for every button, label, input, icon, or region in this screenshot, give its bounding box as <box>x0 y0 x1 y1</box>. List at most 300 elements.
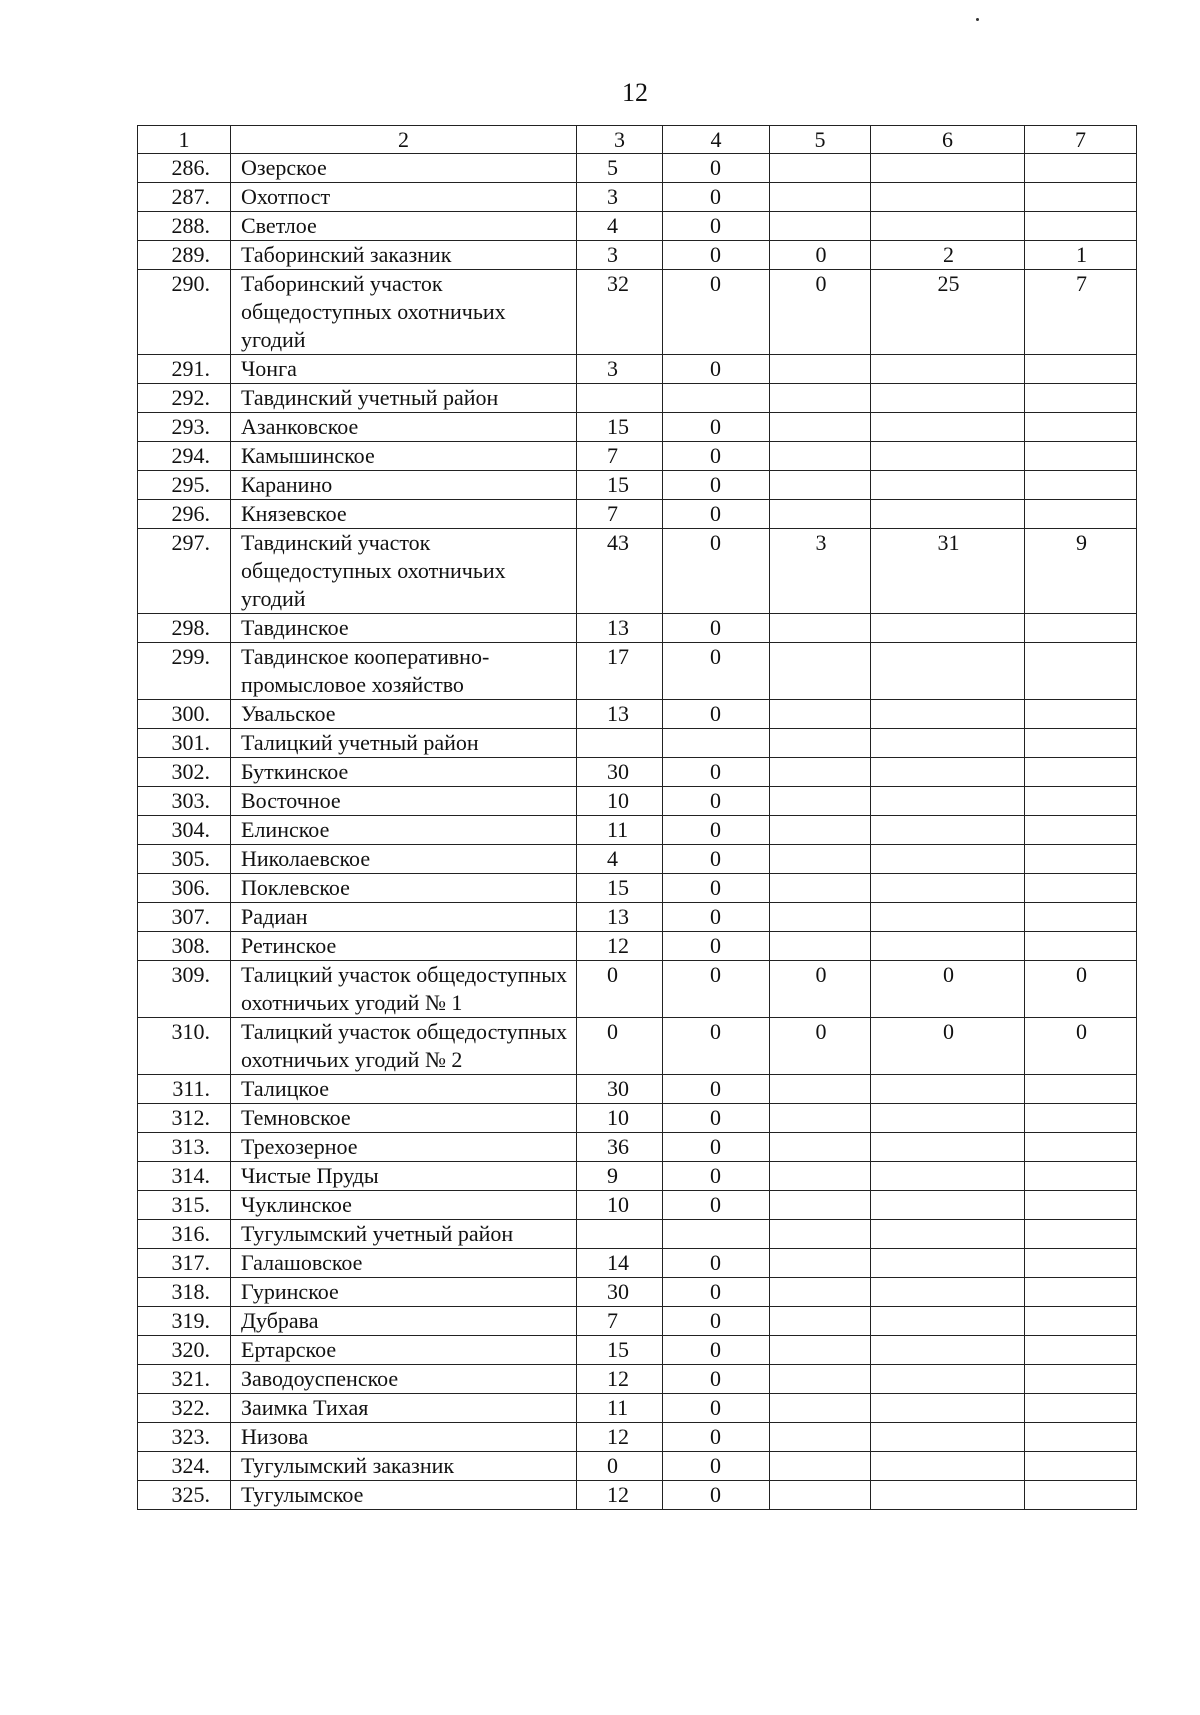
row-col3: 12 <box>577 1481 663 1510</box>
row-col3: 7 <box>577 500 663 529</box>
row-col5 <box>770 1481 871 1510</box>
row-col4: 0 <box>663 442 770 471</box>
row-col5 <box>770 874 871 903</box>
row-col3: 0 <box>577 1452 663 1481</box>
row-col4: 0 <box>663 1075 770 1104</box>
row-col5 <box>770 1423 871 1452</box>
row-number: 322. <box>138 1394 231 1423</box>
row-col4: 0 <box>663 154 770 183</box>
row-number: 286. <box>138 154 231 183</box>
row-name: Дубрава <box>231 1307 577 1336</box>
row-col7 <box>1025 1191 1137 1220</box>
row-col6 <box>871 355 1025 384</box>
row-col7 <box>1025 1394 1137 1423</box>
row-col7 <box>1025 903 1137 932</box>
row-col6 <box>871 154 1025 183</box>
row-name: Заводоуспенское <box>231 1365 577 1394</box>
row-col7 <box>1025 1336 1137 1365</box>
row-number: 293. <box>138 413 231 442</box>
row-col4 <box>663 729 770 758</box>
row-col4: 0 <box>663 529 770 614</box>
row-col6 <box>871 874 1025 903</box>
table-row <box>138 874 1137 903</box>
row-col7 <box>1025 874 1137 903</box>
row-name: Восточное <box>231 787 577 816</box>
row-col3 <box>577 1220 663 1249</box>
table-row <box>138 614 1137 643</box>
row-col7 <box>1025 471 1137 500</box>
row-number: 319. <box>138 1307 231 1336</box>
row-col5 <box>770 500 871 529</box>
row-col5: 0 <box>770 270 871 355</box>
row-col7 <box>1025 614 1137 643</box>
table-row <box>138 471 1137 500</box>
table-row <box>138 212 1137 241</box>
row-name: Низова <box>231 1423 577 1452</box>
row-col7 <box>1025 758 1137 787</box>
row-col5 <box>770 1452 871 1481</box>
table-row <box>138 961 1137 1018</box>
row-number: 288. <box>138 212 231 241</box>
row-col6 <box>871 729 1025 758</box>
row-col6 <box>871 183 1025 212</box>
row-name: Чистые Пруды <box>231 1162 577 1191</box>
column-header: 1 <box>138 126 231 154</box>
row-number: 294. <box>138 442 231 471</box>
row-col7 <box>1025 643 1137 700</box>
table-row <box>138 183 1137 212</box>
table-row <box>138 932 1137 961</box>
row-col4: 0 <box>663 700 770 729</box>
row-col4: 0 <box>663 1307 770 1336</box>
row-col5 <box>770 1162 871 1191</box>
row-name: Тугулымский учетный район <box>231 1220 577 1249</box>
row-name: Охотпост <box>231 183 577 212</box>
row-name: Радиан <box>231 903 577 932</box>
row-col3: 4 <box>577 212 663 241</box>
row-col3: 13 <box>577 903 663 932</box>
row-col6 <box>871 1104 1025 1133</box>
row-col6 <box>871 816 1025 845</box>
row-col6 <box>871 413 1025 442</box>
table-row <box>138 500 1137 529</box>
row-number: 313. <box>138 1133 231 1162</box>
row-number: 289. <box>138 241 231 270</box>
row-col5 <box>770 471 871 500</box>
row-col6 <box>871 1336 1025 1365</box>
row-col5: 0 <box>770 961 871 1018</box>
row-col4: 0 <box>663 471 770 500</box>
row-col3: 17 <box>577 643 663 700</box>
row-col7 <box>1025 1365 1137 1394</box>
row-col7 <box>1025 845 1137 874</box>
row-col6 <box>871 787 1025 816</box>
row-col6 <box>871 1481 1025 1510</box>
table-row <box>138 643 1137 700</box>
row-col7 <box>1025 1220 1137 1249</box>
row-col5 <box>770 758 871 787</box>
row-col3: 9 <box>577 1162 663 1191</box>
row-col3: 10 <box>577 787 663 816</box>
row-col7 <box>1025 1162 1137 1191</box>
row-name: Чонга <box>231 355 577 384</box>
row-col7 <box>1025 384 1137 413</box>
row-col5 <box>770 1336 871 1365</box>
row-number: 296. <box>138 500 231 529</box>
row-col5 <box>770 1365 871 1394</box>
row-name: Гуринское <box>231 1278 577 1307</box>
row-col7 <box>1025 500 1137 529</box>
table-row <box>138 1278 1137 1307</box>
table-row <box>138 1336 1137 1365</box>
row-col5 <box>770 212 871 241</box>
row-col7 <box>1025 212 1137 241</box>
row-col5 <box>770 1307 871 1336</box>
row-name: Талицкий учетный район <box>231 729 577 758</box>
row-col7: 1 <box>1025 241 1137 270</box>
table-row <box>138 1162 1137 1191</box>
row-col5 <box>770 1394 871 1423</box>
row-number: 323. <box>138 1423 231 1452</box>
row-col7 <box>1025 729 1137 758</box>
row-name: Галашовское <box>231 1249 577 1278</box>
row-number: 317. <box>138 1249 231 1278</box>
row-col4: 0 <box>663 614 770 643</box>
row-col6 <box>871 471 1025 500</box>
row-col6 <box>871 500 1025 529</box>
row-number: 304. <box>138 816 231 845</box>
row-col4: 0 <box>663 816 770 845</box>
row-name: Темновское <box>231 1104 577 1133</box>
row-col6 <box>871 212 1025 241</box>
row-col5 <box>770 1191 871 1220</box>
row-col3 <box>577 384 663 413</box>
row-name: Озерское <box>231 154 577 183</box>
row-col3: 7 <box>577 1307 663 1336</box>
table-row <box>138 700 1137 729</box>
row-name: Ертарское <box>231 1336 577 1365</box>
row-col7 <box>1025 413 1137 442</box>
row-col5 <box>770 355 871 384</box>
row-col5 <box>770 413 871 442</box>
row-name: Тугулымское <box>231 1481 577 1510</box>
row-name: Талицкий участок общедоступных охотничьих угодий № 2 <box>231 1018 577 1075</box>
row-col4: 0 <box>663 270 770 355</box>
row-col3: 30 <box>577 1278 663 1307</box>
row-name: Тугулымский заказник <box>231 1452 577 1481</box>
row-number: 306. <box>138 874 231 903</box>
row-col6 <box>871 1307 1025 1336</box>
table-row <box>138 1018 1137 1075</box>
row-col5 <box>770 700 871 729</box>
row-col4: 0 <box>663 932 770 961</box>
row-number: 324. <box>138 1452 231 1481</box>
table-row <box>138 1394 1137 1423</box>
row-col3: 12 <box>577 1365 663 1394</box>
row-name: Талицкое <box>231 1075 577 1104</box>
row-name: Тавдинский участок общедоступных охотничьих угодий <box>231 529 577 614</box>
row-col7 <box>1025 1278 1137 1307</box>
row-name: Тавдинское <box>231 614 577 643</box>
row-col3: 0 <box>577 961 663 1018</box>
row-col5 <box>770 816 871 845</box>
row-col6 <box>871 643 1025 700</box>
row-col3: 13 <box>577 700 663 729</box>
table-row <box>138 1307 1137 1336</box>
row-col3 <box>577 729 663 758</box>
row-col5 <box>770 845 871 874</box>
row-number: 291. <box>138 355 231 384</box>
row-name: Поклевское <box>231 874 577 903</box>
row-col7 <box>1025 1307 1137 1336</box>
table-row <box>138 1452 1137 1481</box>
row-col6 <box>871 1191 1025 1220</box>
row-name: Тавдинский учетный район <box>231 384 577 413</box>
row-name: Увальское <box>231 700 577 729</box>
row-col5 <box>770 442 871 471</box>
row-number: 301. <box>138 729 231 758</box>
row-col7 <box>1025 1481 1137 1510</box>
row-col5 <box>770 1278 871 1307</box>
row-col5 <box>770 1133 871 1162</box>
row-col4: 0 <box>663 1278 770 1307</box>
column-header: 6 <box>871 126 1025 154</box>
table-row <box>138 384 1137 413</box>
row-col5 <box>770 1075 871 1104</box>
row-col4: 0 <box>663 961 770 1018</box>
row-col7: 0 <box>1025 961 1137 1018</box>
row-number: 320. <box>138 1336 231 1365</box>
row-col3: 12 <box>577 932 663 961</box>
row-number: 295. <box>138 471 231 500</box>
row-col4: 0 <box>663 413 770 442</box>
row-col5 <box>770 1220 871 1249</box>
table-row <box>138 729 1137 758</box>
row-col4: 0 <box>663 241 770 270</box>
row-col6 <box>871 1394 1025 1423</box>
table-row <box>138 1220 1137 1249</box>
table-row <box>138 758 1137 787</box>
table-row <box>138 816 1137 845</box>
column-header: 2 <box>231 126 577 154</box>
row-number: 321. <box>138 1365 231 1394</box>
row-col4: 0 <box>663 1452 770 1481</box>
row-col6 <box>871 1249 1025 1278</box>
row-col5 <box>770 1104 871 1133</box>
row-col7: 0 <box>1025 1018 1137 1075</box>
row-col4: 0 <box>663 1133 770 1162</box>
row-number: 312. <box>138 1104 231 1133</box>
row-col3: 12 <box>577 1423 663 1452</box>
row-number: 315. <box>138 1191 231 1220</box>
row-name: Заимка Тихая <box>231 1394 577 1423</box>
row-col5 <box>770 932 871 961</box>
row-number: 308. <box>138 932 231 961</box>
row-number: 311. <box>138 1075 231 1104</box>
row-col4: 0 <box>663 183 770 212</box>
row-col7 <box>1025 1249 1137 1278</box>
row-col3: 5 <box>577 154 663 183</box>
row-col4: 0 <box>663 1394 770 1423</box>
table-row <box>138 1365 1137 1394</box>
table-row <box>138 1075 1137 1104</box>
row-col3: 3 <box>577 241 663 270</box>
row-col6: 25 <box>871 270 1025 355</box>
row-col7 <box>1025 1104 1137 1133</box>
row-col5 <box>770 384 871 413</box>
row-col6 <box>871 1423 1025 1452</box>
row-col3: 32 <box>577 270 663 355</box>
row-col6: 0 <box>871 961 1025 1018</box>
row-col6 <box>871 442 1025 471</box>
table-row <box>138 154 1137 183</box>
row-col4: 0 <box>663 1249 770 1278</box>
row-number: 290. <box>138 270 231 355</box>
row-col7: 7 <box>1025 270 1137 355</box>
row-col6 <box>871 903 1025 932</box>
row-col7 <box>1025 816 1137 845</box>
data-table <box>137 125 1137 1510</box>
row-col6 <box>871 384 1025 413</box>
row-col4: 0 <box>663 1423 770 1452</box>
table-row <box>138 1191 1137 1220</box>
row-col7 <box>1025 1075 1137 1104</box>
row-col7 <box>1025 700 1137 729</box>
row-col4: 0 <box>663 1481 770 1510</box>
row-col3: 7 <box>577 442 663 471</box>
row-col7 <box>1025 355 1137 384</box>
row-col3: 30 <box>577 758 663 787</box>
row-col3: 0 <box>577 1018 663 1075</box>
table-row <box>138 270 1137 355</box>
row-col6 <box>871 1133 1025 1162</box>
table-row <box>138 787 1137 816</box>
row-col6 <box>871 932 1025 961</box>
table-row <box>138 1423 1137 1452</box>
row-col3: 4 <box>577 845 663 874</box>
row-name: Каранино <box>231 471 577 500</box>
scan-speck <box>976 18 979 21</box>
page-number: 12 <box>622 78 648 107</box>
row-col4 <box>663 384 770 413</box>
row-col5 <box>770 614 871 643</box>
row-number: 292. <box>138 384 231 413</box>
row-col6: 31 <box>871 529 1025 614</box>
row-number: 287. <box>138 183 231 212</box>
table-row <box>138 1481 1137 1510</box>
row-name: Камышинское <box>231 442 577 471</box>
table-row <box>138 1249 1137 1278</box>
table-row <box>138 903 1137 932</box>
row-col4: 0 <box>663 643 770 700</box>
table-row <box>138 845 1137 874</box>
row-col7: 9 <box>1025 529 1137 614</box>
row-name: Таборинский заказник <box>231 241 577 270</box>
row-col4: 0 <box>663 1018 770 1075</box>
row-col3: 43 <box>577 529 663 614</box>
row-number: 307. <box>138 903 231 932</box>
row-number: 309. <box>138 961 231 1018</box>
row-col3: 15 <box>577 413 663 442</box>
row-col7 <box>1025 183 1137 212</box>
row-col4: 0 <box>663 500 770 529</box>
row-col6 <box>871 614 1025 643</box>
row-col5 <box>770 787 871 816</box>
table-row <box>138 1104 1137 1133</box>
row-col5: 0 <box>770 241 871 270</box>
row-name: Талицкий участок общедоступных охотничьих угодий № 1 <box>231 961 577 1018</box>
row-name: Таборинский участок общедоступных охотничьих угодий <box>231 270 577 355</box>
column-header: 3 <box>577 126 663 154</box>
row-col7 <box>1025 1423 1137 1452</box>
table-row <box>138 1133 1137 1162</box>
row-name: Тавдинское кооперативно-промысловое хозяйство <box>231 643 577 700</box>
row-col4: 0 <box>663 758 770 787</box>
row-col3: 15 <box>577 874 663 903</box>
row-number: 305. <box>138 845 231 874</box>
row-col3: 10 <box>577 1191 663 1220</box>
row-col6 <box>871 758 1025 787</box>
row-name: Елинское <box>231 816 577 845</box>
row-col3: 10 <box>577 1104 663 1133</box>
row-col6: 0 <box>871 1018 1025 1075</box>
row-col3: 15 <box>577 471 663 500</box>
row-name: Ретинское <box>231 932 577 961</box>
row-col7 <box>1025 1452 1137 1481</box>
row-number: 302. <box>138 758 231 787</box>
row-col5: 3 <box>770 529 871 614</box>
row-col6 <box>871 700 1025 729</box>
column-header: 4 <box>663 126 770 154</box>
row-col4: 0 <box>663 787 770 816</box>
row-number: 318. <box>138 1278 231 1307</box>
row-col3: 11 <box>577 816 663 845</box>
row-col6 <box>871 1162 1025 1191</box>
row-col7 <box>1025 154 1137 183</box>
table-body <box>138 154 1137 1510</box>
row-col3: 15 <box>577 1336 663 1365</box>
row-number: 300. <box>138 700 231 729</box>
row-col3: 3 <box>577 183 663 212</box>
table-row <box>138 355 1137 384</box>
row-number: 297. <box>138 529 231 614</box>
row-col4: 0 <box>663 1191 770 1220</box>
row-col3: 30 <box>577 1075 663 1104</box>
row-name: Князевское <box>231 500 577 529</box>
row-col7 <box>1025 1133 1137 1162</box>
row-col5 <box>770 643 871 700</box>
row-name: Светлое <box>231 212 577 241</box>
row-col3: 36 <box>577 1133 663 1162</box>
table-row <box>138 442 1137 471</box>
row-name: Трехозерное <box>231 1133 577 1162</box>
row-number: 314. <box>138 1162 231 1191</box>
row-col4: 0 <box>663 355 770 384</box>
row-col4: 0 <box>663 1365 770 1394</box>
row-col5 <box>770 903 871 932</box>
row-col3: 13 <box>577 614 663 643</box>
row-col7 <box>1025 932 1137 961</box>
row-col6 <box>871 1278 1025 1307</box>
row-col6 <box>871 845 1025 874</box>
row-col4: 0 <box>663 874 770 903</box>
row-col7 <box>1025 442 1137 471</box>
row-col4: 0 <box>663 1162 770 1191</box>
row-number: 325. <box>138 1481 231 1510</box>
row-col5 <box>770 1249 871 1278</box>
row-col6 <box>871 1220 1025 1249</box>
row-col6 <box>871 1075 1025 1104</box>
